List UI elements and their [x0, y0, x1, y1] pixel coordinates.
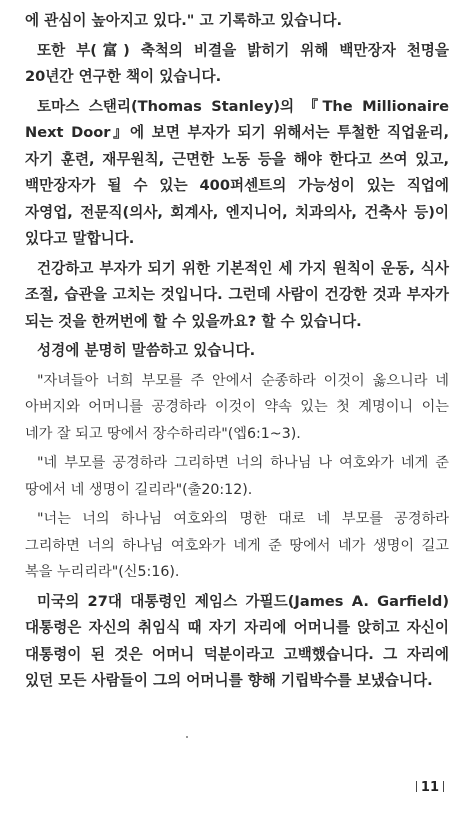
paragraph-intro-fragment: 에 관심이 높아지고 있다." 고 기록하고 있습니다. — [25, 12, 343, 29]
quote-exodus: "네 부모를 공경하라 그리하면 너의 하나님 나 여호와가 네게 준 땅에서 네 생명이 길리라"(출20:12). — [25, 455, 449, 498]
paragraph-three-principles: 건강하고 부자가 되기 위한 기본적인 세 가지 원칙이 운동, 식사 조절, 습관을 고치는 것입니다. 그런데 사람이 건강한 것과 부자가 되는 것을 한꺼번에 할 수 있을까요? 할 수 있습니다. — [25, 259, 449, 330]
speck-mark — [186, 736, 188, 738]
paragraph-garfield: 미국의 27대 대통령인 제임스 가필드(James A. Garfield) 대통령은 자신의 취임식 때 자기 자리에 어머니를 앉히고 자신이 대통령이 된 것은 어머니 덕분이라고 고백했습니다. 그 자리에 있던 모든 사람들이 그의 어머니를 향해 기립박수를 보냈습니다. — [25, 592, 449, 689]
page-number-value: 11 — [420, 780, 439, 795]
page-number-left-bar — [416, 781, 417, 792]
quote-ephesians: "자녀들아 너희 부모를 주 안에서 순종하라 이것이 옳으니라 네 아버지와 어머니를 공경하라 이것이 약속 있는 첫 계명이니 이는 네가 잘 되고 땅에서 장수하리라"(엡6:1~3). — [25, 372, 449, 442]
quote-deuteronomy: "너는 너의 하나님 여호와의 명한 대로 네 부모를 공경하라 그리하면 너의 하나님 여호와가 네게 준 땅에서 네가 생명이 길고 복을 누리리라"(신5:16). — [25, 511, 449, 580]
page-number-right-bar — [443, 781, 444, 792]
paragraph-thomas-stanley: 토마스 스탠리(Thomas Stanley)의 『The Millionaire Next Door』에 보면 부자가 되기 위해서는 투철한 직업윤리, 자기 훈련, 재무원칙, 근면한 노동 등을 해야 한다고 쓰여 있고, 백만장자가 될 수 있는 400퍼센트의 가능성이 있는 직업에 자영업, 전문직(의사, 회계사, 엔지니어, 치과의사, 건축사 등)이 있다고 말합니다. — [25, 97, 449, 247]
page-number — [412, 780, 448, 795]
paragraph-millionaire-research: 또한 부(富) 축척의 비결을 밝히기 위해 백만장자 천명을 20년간 연구한 책이 있습니다. — [25, 41, 449, 85]
document-body — [25, 8, 449, 695]
paragraph-bible-statement: 성경에 분명히 말씀하고 있습니다. — [37, 342, 256, 359]
